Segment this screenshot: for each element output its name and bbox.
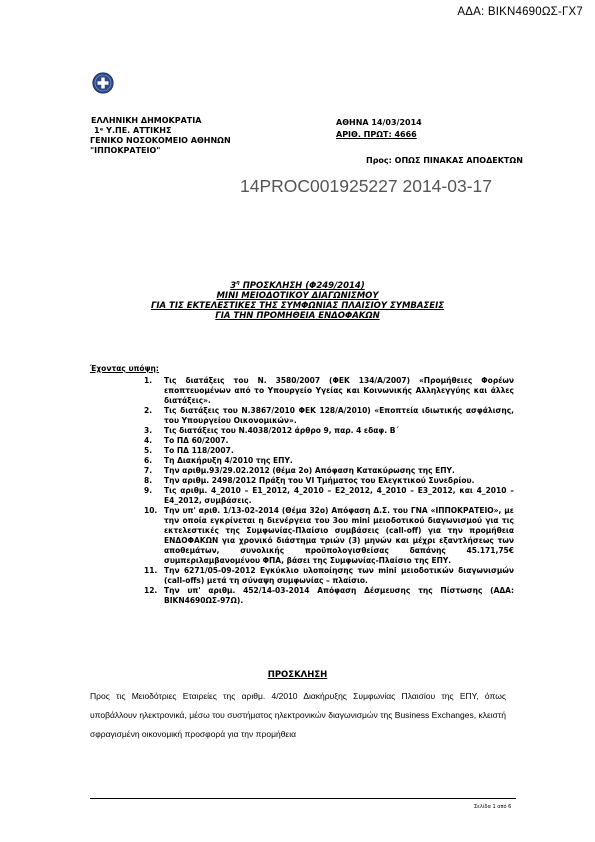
title-line-2: ΜΙΝΙ ΜΕΙΟΔΟΤΙΚΟΥ ΔΙΑΓΩΝΙΣΜΟΥ xyxy=(216,290,379,301)
document-title xyxy=(0,278,595,321)
list-item: 10. Την υπ' αριθ. 1/13-02-2014 (Θέμα 32ο) Απόφαση Δ.Σ. του ΓΝΑ «ΙΠΠΟΚΡΑΤΕΙΟ», με την οποία εγκρίνεται η διενέργεια του 3ου mini μειοδοτικού διαγωνισμού για τις εκτελεστικές της Συμφωνίας-Πλαίσιο συμβάσεις (call-off) για την προμήθεια ΕΝΔΟΦΑΚΩΝ για χρονικό διάστημα τριών (3) μηνών και μέχρι εξαντλήσεως των αποθεμάτων, συνολικής προϋπολογισθείσας δαπάνης 45.171,75€ συμπεριλαμβανομένου ΦΠΑ, βάσει της Συμφωνίας-Πλαίσιο της ΕΠΥ. xyxy=(144,506,514,565)
invitation-heading: ΠΡΟΣΚΛΗΣΗ xyxy=(267,670,328,680)
having-regard-label: Έχοντας υπόψη: xyxy=(90,364,159,373)
greek-emblem-icon xyxy=(92,72,114,94)
issuer-line: ΕΛΛΗΝΙΚΗ ΔΗΜΟΚΡΑΤΙΑ xyxy=(91,116,202,125)
list-item: 4. Το ΠΔ 60/2007. xyxy=(144,436,229,445)
body-paragraph: Προς τις Μειοδότριες Εταιρείες της αριθμ. 4/2010 Διακήρυξης Συμφωνίας Πλαισίου της ΕΠΥ, όπως υποβάλλουν ηλεκτρονικά, μέσω του συστήματος ηλεκτρονικών διαγωνισμών της Business Exchanges, κλειστή σφραγισμένη οικονομική προσφορά για την προμήθεια xyxy=(90,691,506,739)
recipients-line: Προς: ΟΠΩΣ ΠΙΝΑΚΑΣ ΑΠΟΔΕΚΤΩΝ xyxy=(366,156,523,165)
date-line: ΑΘΗΝΑ 14/03/2014 xyxy=(336,118,422,127)
issuer-block xyxy=(90,116,231,156)
list-item: 1. Τις διατάξεις του Ν. 3580/2007 (ΦΕΚ 134/Α/2007) «Προμήθειες Φορέων εποπτευομένων από το Υπουργείο Υγείας και Κοινωνικής Αλληλεγγύης και άλλες διατάξεις». xyxy=(144,376,514,405)
ada-code: ΑΔΑ: ΒΙΚΝ4690ΩΣ-ΓΧ7 xyxy=(457,6,583,18)
protocol-number: ΑΡΙΘ. ΠΡΩΤ: 4666 xyxy=(336,130,417,139)
list-item: 9. Τις αριθμ. 4_2010 – Ε1_2012, 4_2010 – Ε2_2012, 4_2010 – Ε3_2012, και 4_2010 – Ε4_2012, συμβάσεις. xyxy=(144,486,514,505)
title-line-1: $3^\eta$ ΠΡΟΣΚΛΗΣΗ (Φ249/2014) xyxy=(230,280,365,291)
list-item: 12. Την υπ' αριθμ. 452/14-03-2014 Απόφαση Δέσμευσης της Πίστωσης (ΑΔΑ: ΒΙΚΝ4690ΩΣ-97Ω). xyxy=(144,586,514,605)
title-line-4: ΓΙΑ ΤΗΝ ΠΡΟΜΗΘΕΙΑ ΕΝΔΟΦΑΚΩΝ xyxy=(215,310,380,321)
proc-code: 14PROC001925227 2014-03-17 xyxy=(240,176,492,196)
title-line-3: ΓΙΑ ΤΙΣ ΕΚΤΕΛΕΣΤΙΚΕΣ ΤΗΣ ΣΥΜΦΩΝΙΑΣ ΠΛΑΙΣΙΟΥ ΣΥΜΒΑΣΕΙΣ xyxy=(150,300,445,311)
issuer-line: 1ᵉ Υ.ΠΕ. ΑΤΤΙΚΗΣ xyxy=(94,126,172,135)
footer-divider xyxy=(90,798,516,799)
list-item: 2. Τις διατάξεις του Ν.3867/2010 ΦΕΚ 128/Α/2010) «Εποπτεία ιδιωτικής ασφάλισης, του Υπουργείου Οικονομικών». xyxy=(144,406,514,425)
list-item: 8. Την αριθμ. 2498/2012 Πράξη του VI Τμήματος του Ελεγκτικού Συνεδρίου. xyxy=(144,476,475,485)
issuer-line: ΓΕΝΙΚΟ ΝΟΣΟΚΟΜΕΙΟ ΑΘΗΝΩΝ xyxy=(90,136,231,145)
list-item: 6. Τη Διακήρυξη 4/2010 της ΕΠΥ. xyxy=(144,456,293,465)
list-item: 5. Το ΠΔ 118/2007. xyxy=(144,446,234,455)
list-item: 7. Την αριθμ.93/29.02.2012 (θέμα 2ο) Απόφαση Κατακύρωσης της ΕΠΥ. xyxy=(144,466,455,475)
page-number: Σελίδα 1 από 6 xyxy=(474,804,512,810)
list-item: 3. Τις διατάξεις του Ν.4038/2012 άρθρο 9, παρ. 4 εδαφ. Β΄ xyxy=(144,426,399,435)
date-block xyxy=(336,117,422,141)
list-item: 11. Την 6271/05-09-2012 Εγκύκλιο υλοποίησης των mini μειοδοτικών διαγωνισμών (call-offs) μετά τη σύναψη συμφωνίας – πλαίσιο. xyxy=(144,566,514,585)
issuer-line: "ΙΠΠΟΚΡΑΤΕΙΟ" xyxy=(90,146,161,155)
considerations-list xyxy=(144,376,514,606)
